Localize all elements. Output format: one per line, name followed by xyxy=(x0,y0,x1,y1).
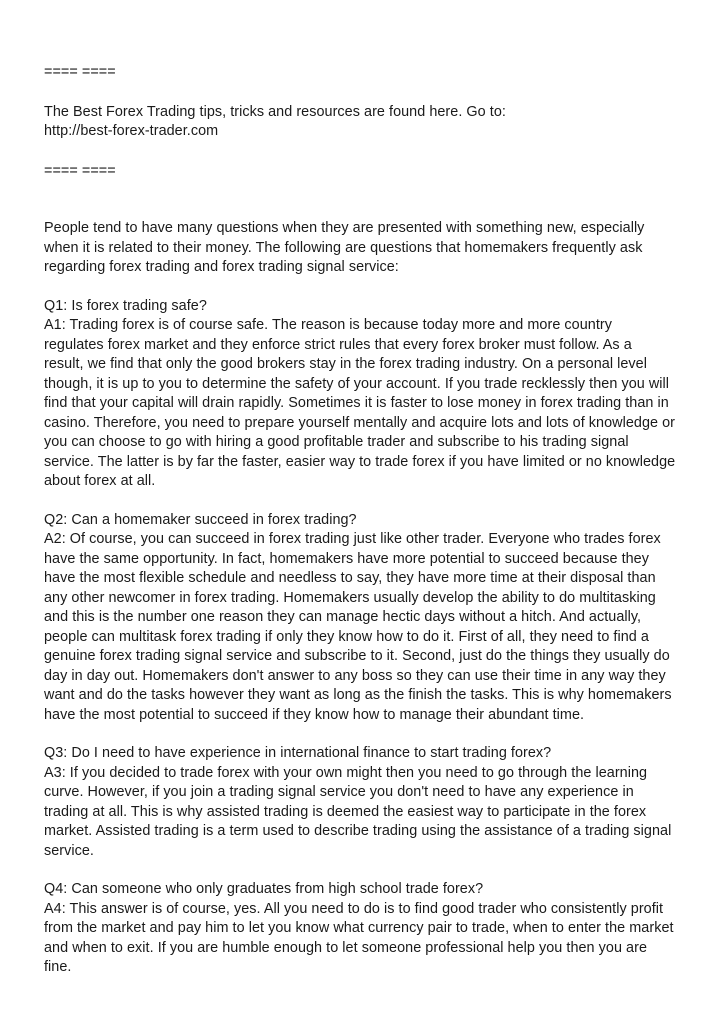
answer-line: have the most flexible schedule and needless to say, they have more time at their disposal than xyxy=(44,570,656,586)
answer-line: though, it is up to you to determine the safety of your account. If you trade recklessly then you will xyxy=(44,375,670,392)
spacer xyxy=(44,492,694,511)
qa-block-3 xyxy=(44,744,694,861)
question-4: Q4: Can someone who only graduates from high school trade forex? xyxy=(44,881,484,897)
answer-line: from the market and pay him to let you know what currency pair to trade, when to enter the market xyxy=(44,920,674,936)
question-3: Q3: Do I need to have experience in international finance to start trading forex? xyxy=(44,745,552,761)
spacer xyxy=(44,861,694,880)
answer-line: A4: This answer is of course, yes. All you need to do is to find good trader who consistently profit xyxy=(44,900,664,917)
answer-line: you can choose to go with hiring a good profitable trader and subscribe to his trading signal xyxy=(44,434,629,450)
answer-line: regulates forex market and they enforce strict rules that every forex broker must follow. As a xyxy=(44,336,632,353)
answer-line: fine. xyxy=(44,959,72,975)
spacer xyxy=(44,83,694,103)
intro-paragraph xyxy=(44,219,694,278)
answer-line: genuine forex trading signal service and subscribe to it. Second, just do the things they usually do xyxy=(44,648,670,664)
document-page xyxy=(44,63,694,978)
spacer xyxy=(44,181,694,219)
promo-text: The Best Forex Trading tips, tricks and resources are found here. Go to: xyxy=(44,103,506,120)
spacer xyxy=(44,142,694,162)
intro-line: regarding forex trading and forex trading signal service: xyxy=(44,259,399,275)
answer-line: have the most potential to succeed if they know how to manage their abundant time. xyxy=(44,706,585,723)
answer-line: service. The latter is by far the faster, easier way to trade forex if you have limited or no knowledge xyxy=(44,453,676,470)
qa-block-4 xyxy=(44,880,694,978)
answer-line: curve. However, if you join a trading signal service you don't need to have any experience in xyxy=(44,784,634,800)
answer-line: any other newcomer in forex trading. Homemakers usually develop the ability to do multitasking xyxy=(44,589,656,606)
answer-line: A3: If you decided to trade forex with your own might then you need to go through the learning xyxy=(44,764,648,781)
intro-line: People tend to have many questions when they are presented with something new, especially xyxy=(44,220,645,236)
answer-line: and this is the number one reason they can manage hectic days without a hitch. And actually, xyxy=(44,609,642,625)
spacer xyxy=(44,725,694,744)
answer-line: A1: Trading forex is of course safe. The reason is because today more and more country xyxy=(44,317,612,333)
answer-line: result, we find that only the good brokers stay in the forex trading industry. On a personal level xyxy=(44,356,647,372)
answer-line: have the same opportunity. In fact, homemakers have more potential to succeed because they xyxy=(44,550,649,567)
answer-line: people can multitask forex trading if only they know how to do it. First of all, they need to find a xyxy=(44,628,649,645)
answer-line: service. xyxy=(44,842,94,859)
answer-line: casino. Therefore, you need to prepare yourself mentally and acquire lots and lots of knowledge or xyxy=(44,414,675,431)
qa-block-1 xyxy=(44,297,694,492)
answer-line: find that your capital will drain rapidly. Sometimes it is faster to lose money in forex trading than in xyxy=(44,395,669,411)
answer-line: trading at all. This is why assisted trading is deemed the easiest way to participate in the forex xyxy=(44,803,647,820)
answer-line: day in day out. Homemakers don't answer to any boss so they can use their time in any way they xyxy=(44,667,666,684)
answer-line: market. Assisted trading is a term used to describe trading using the assistance of a trading signal xyxy=(44,823,672,839)
question-1: Q1: Is forex trading safe? xyxy=(44,297,207,314)
spacer xyxy=(44,278,694,297)
answer-line: and when to exit. If you are humble enough to let someone professional help you then you are xyxy=(44,939,648,956)
answer-line: want and do the tasks however they want as long as the finish the tasks. This is why homemakers xyxy=(44,687,672,703)
promo-link[interactable]: http://best-forex-trader.com xyxy=(44,123,219,139)
separator-bottom: ==== ==== xyxy=(44,162,116,179)
answer-line: about forex at all. xyxy=(44,473,156,489)
intro-line: when it is related to their money. The following are questions that homemakers frequently ask xyxy=(44,239,643,256)
question-2: Q2: Can a homemaker succeed in forex trading? xyxy=(44,511,357,528)
qa-block-2 xyxy=(44,511,694,726)
answer-line: A2: Of course, you can succeed in forex trading just like other trader. Everyone who trades forex xyxy=(44,531,661,547)
separator-top: ==== ==== xyxy=(44,64,116,80)
